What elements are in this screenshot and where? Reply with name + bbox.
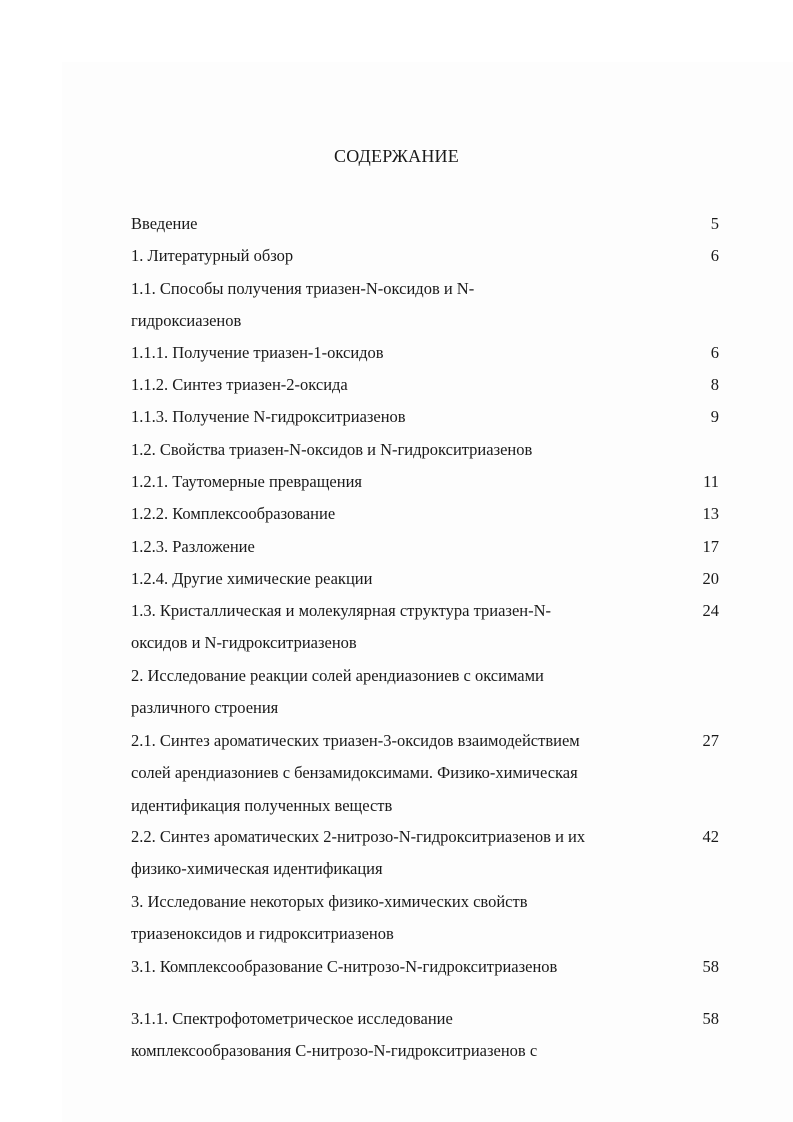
toc-page-number: 5 [710, 214, 719, 233]
toc-entry-line: 2.1. Синтез ароматических триазен-3-оксидов взаимодействием [131, 731, 580, 750]
toc-page-number: 24 [702, 601, 719, 620]
toc-entry-line: Введение [131, 214, 198, 233]
toc-entry-line: гидроксиазенов [131, 311, 242, 331]
toc-entry-line: 2. Исследование реакции солей арендиазониев с оксимами [131, 666, 544, 685]
toc-page-number: 13 [702, 504, 719, 523]
toc-entry-line: солей арендиазониев с бензамидоксимами. Физико-химическая [131, 763, 578, 783]
toc-page-number: 58 [702, 1009, 719, 1028]
toc-entry-line: физико-химическая идентификация [131, 859, 383, 879]
toc-page-number: 6 [710, 246, 719, 265]
toc-entry-line: 3. Исследование некоторых физико-химических свойств [131, 892, 528, 911]
toc-entry-line: 1.1. Способы получения триазен-N-оксидов и N- [131, 279, 475, 298]
toc-entry-line: 1.1.3. Получение N-гидрокситриазенов [131, 407, 406, 426]
toc-page-number: 27 [702, 731, 719, 750]
toc-entry-line: комплексообразования С-нитрозо-N-гидрокситриазенов с [131, 1041, 538, 1061]
toc-entry-line: идентификация полученных веществ [131, 795, 393, 815]
toc-entry-line: 1.2. Свойства триазен-N-оксидов и N-гидрокситриазенов [131, 440, 533, 459]
toc-entry-line: 1.3. Кристаллическая и молекулярная структура триазен-N- [131, 601, 552, 620]
toc-entry-line: 2.2. Синтез ароматических 2-нитрозо-N-гидрокситриазенов и их [131, 827, 586, 846]
toc-entry-line: 1.2.1. Таутомерные превращения [131, 472, 363, 491]
toc-page-number: 20 [702, 569, 719, 588]
toc-page-number: 6 [710, 343, 719, 362]
toc-entry-line: оксидов и N-гидрокситриазенов [131, 633, 357, 653]
toc-page-number: 42 [702, 827, 719, 846]
page-title: СОДЕРЖАНИЕ [334, 146, 459, 166]
toc-entry-line: 1.1.1. Получение триазен-1-оксидов [131, 343, 384, 362]
toc-entry-line: 3.1. Комплексообразование С-нитрозо-N-гидрокситриазенов [131, 957, 558, 976]
toc-page-number: 17 [702, 537, 719, 556]
toc-entry-line: 1.1.2. Синтез триазен-2-оксида [131, 375, 348, 394]
toc-entry-line: 1.2.3. Разложение [131, 537, 255, 556]
toc-page-number: 58 [702, 957, 719, 976]
toc-page-number: 9 [710, 407, 719, 426]
toc-page-number: 11 [703, 472, 719, 491]
toc-page-number: 8 [710, 375, 719, 394]
toc-entry-line: 1.2.4. Другие химические реакции [131, 569, 373, 588]
toc-entry-line: 3.1.1. Спектрофотометрическое исследование [131, 1009, 453, 1028]
toc-entry-line: 1.2.2. Комплексообразование [131, 504, 336, 523]
toc-entry-line: различного строения [131, 698, 279, 718]
toc-entry-line: 1. Литературный обзор [131, 246, 294, 265]
toc-entry-line: триазеноксидов и гидрокситриазенов [131, 924, 394, 944]
